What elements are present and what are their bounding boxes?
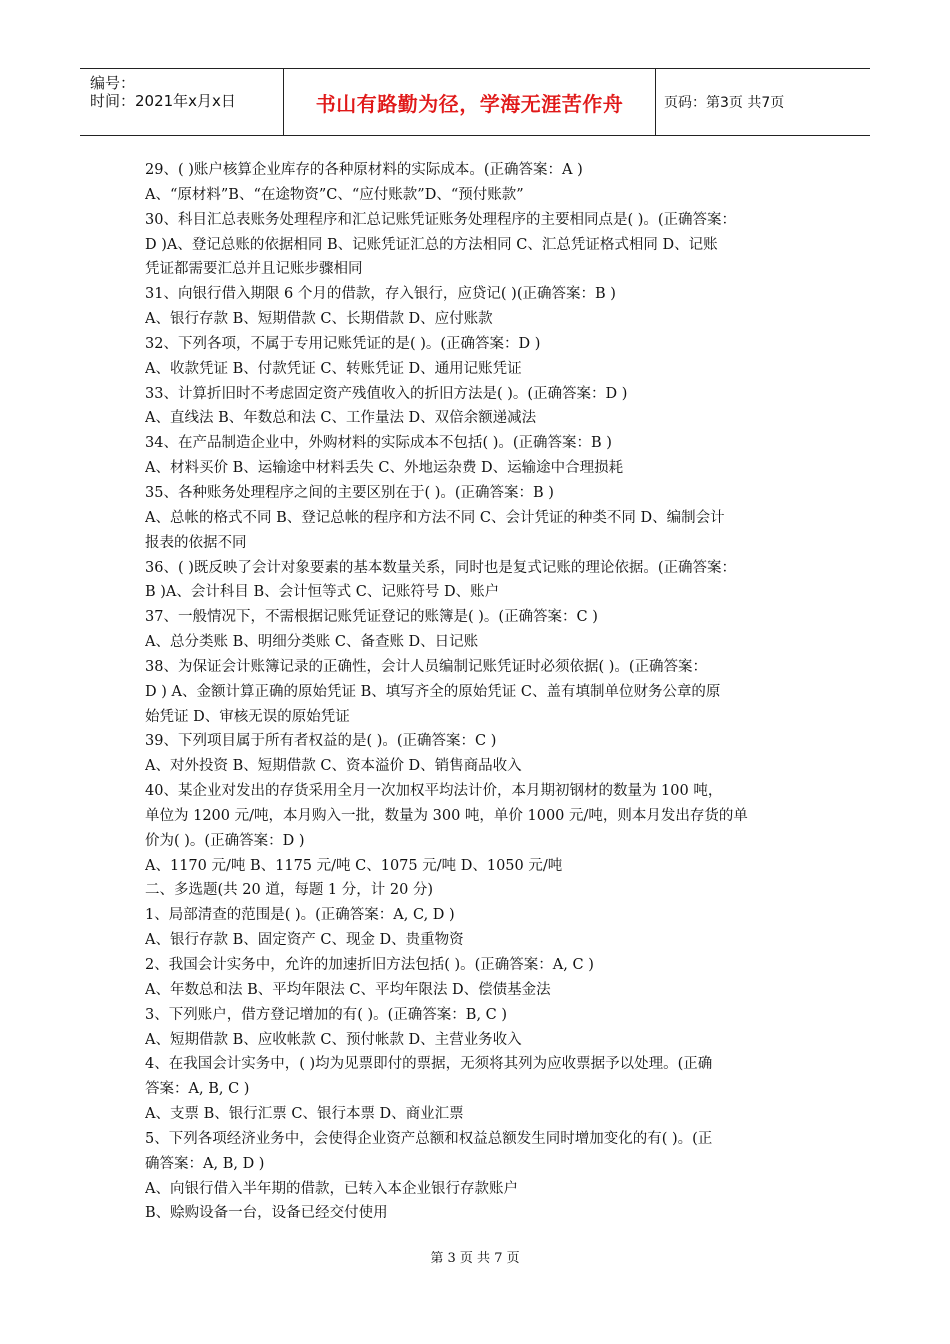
text-line: 30、科目汇总表账务处理程序和汇总记账凭证账务处理程序的主要相同点是( )。(正确答案：	[145, 211, 737, 228]
text-line: A、银行存款 B、短期借款 C、长期借款 D、应付账款	[145, 311, 493, 328]
text-line: 始凭证 D、审核无误的原始凭证	[145, 708, 350, 725]
text-line: 单位为 1200 元/吨，本月购入一批，数量为 300 吨，单价 1000 元/吨，则本月发出存货的单	[145, 807, 748, 824]
text-line: D ) A、金额计算正确的原始凭证 B、填写齐全的原始凭证 C、盖有填制单位财务公章的原	[145, 683, 721, 700]
text-line: 二、多选题(共 20 道，每题 1 分，计 20 分)	[145, 882, 434, 899]
header-page-cell	[656, 69, 870, 135]
text-line: 33、计算折旧时不考虑固定资产残值收入的折旧方法是( )。(正确答案：D )	[145, 385, 628, 402]
header-motto: 书山有路勤为径，学海无涯苦作舟	[315, 91, 624, 116]
text-line: B、赊购设备一台，设备已经交付使用	[145, 1205, 388, 1222]
text-line: 4、在我国会计实务中，( )均为见票即付的票据，无须将其列为应收票据予以处理。(正确	[145, 1056, 713, 1073]
text-line: 36、( )既反映了会计对象要素的基本数量关系，同时也是复式记账的理论依据。(正确答案：	[145, 559, 737, 576]
header-left-cell	[80, 69, 284, 135]
text-line: 38、为保证会计账簿记录的正确性，会计人员编制记账凭证时必须依据( )。(正确答案：	[145, 658, 708, 675]
page-footer: 第 3 页 共 7 页	[430, 1251, 520, 1266]
text-line: D )A、登记总账的依据相同 B、记账凭证汇总的方法相同 C、汇总凭证格式相同 D、记账	[145, 236, 718, 253]
text-line: 37、一般情况下，不需根据记账凭证登记的账簿是( )。(正确答案：C )	[145, 609, 598, 626]
text-line: 5、下列各项经济业务中，会使得企业资产总额和权益总额发生同时增加变化的有( )。(正	[145, 1130, 713, 1147]
text-line: 价为( )。(正确答案：D )	[145, 832, 305, 849]
document-date-label: 时间：2021年x月x日	[90, 92, 236, 110]
text-line: A、总帐的格式不同 B、登记总帐的程序和方法不同 C、会计凭证的种类不同 D、编制会计	[145, 509, 725, 526]
text-line: A、短期借款 B、应收帐款 C、预付帐款 D、主营业务收入	[145, 1031, 522, 1048]
text-line: 34、在产品制造企业中，外购材料的实际成本不包括( )。(正确答案：B )	[145, 435, 612, 452]
text-line: A、直线法 B、年数总和法 C、工作量法 D、双倍余额递减法	[145, 410, 537, 427]
page-header	[80, 68, 870, 136]
text-line: 35、各种账务处理程序之间的主要区别在于( )。(正确答案：B )	[145, 484, 554, 501]
text-line: 答案：A, B, C )	[145, 1081, 250, 1098]
text-line: 3、下列账户，借方登记增加的有( )。(正确答案：B, C )	[145, 1006, 508, 1023]
text-line: 2、我国会计实务中，允许的加速折旧方法包括( )。(正确答案：A, C )	[145, 957, 594, 973]
text-line: A、银行存款 B、固定资产 C、现金 D、贵重物资	[145, 932, 464, 949]
text-line: A、材料买价 B、运输途中材料丢失 C、外地运杂费 D、运输途中合理损耗	[145, 460, 624, 477]
text-line: 31、向银行借入期限 6 个月的借款，存入银行，应贷记( )(正确答案：B )	[145, 286, 616, 303]
text-line: 确答案：A, B, D )	[145, 1155, 265, 1172]
text-line: 32、下列各项，不属于专用记账凭证的是( )。(正确答案：D )	[145, 335, 541, 352]
text-line: 报表的依据不同	[145, 534, 247, 551]
text-line: A、向银行借入半年期的借款，已转入本企业银行存款账户	[145, 1180, 518, 1197]
text-line: 1、局部清查的范围是( )。(正确答案：A, C, D )	[145, 907, 455, 924]
text-line: A、年数总和法 B、平均年限法 C、平均年限法 D、偿债基金法	[145, 981, 551, 998]
text-line: A、1170 元/吨 B、1175 元/吨 C、1075 元/吨 D、1050 元/吨	[145, 857, 563, 874]
header-page-info: 页码：第3页 共7页	[664, 95, 785, 111]
document-number-label: 编号：	[90, 74, 136, 92]
text-line: A、支票 B、银行汇票 C、银行本票 D、商业汇票	[145, 1106, 464, 1123]
text-line: 39、下列项目属于所有者权益的是( )。(正确答案：C )	[145, 733, 497, 750]
text-line: B )A、会计科目 B、会计恒等式 C、记账符号 D、账户	[145, 584, 500, 601]
text-line: 凭证都需要汇总并且记账步骤相同	[145, 261, 363, 278]
header-motto-cell	[284, 69, 656, 135]
text-line: A、总分类账 B、明细分类账 C、备查账 D、日记账	[145, 634, 479, 651]
text-line: A、“原材料”B、“在途物资”C、“应付账款”D、“预付账款”	[145, 186, 524, 203]
text-line: 40、某企业对发出的存货采用全月一次加权平均法计价，本月期初钢材的数量为 100 吨，	[145, 783, 723, 800]
text-line: A、对外投资 B、短期借款 C、资本溢价 D、销售商品收入	[145, 758, 522, 775]
text-line: A、收款凭证 B、付款凭证 C、转账凭证 D、通用记账凭证	[145, 360, 522, 377]
text-line: 29、( )账户核算企业库存的各种原材料的实际成本。(正确答案：A )	[145, 162, 583, 178]
document-body	[145, 158, 815, 1226]
